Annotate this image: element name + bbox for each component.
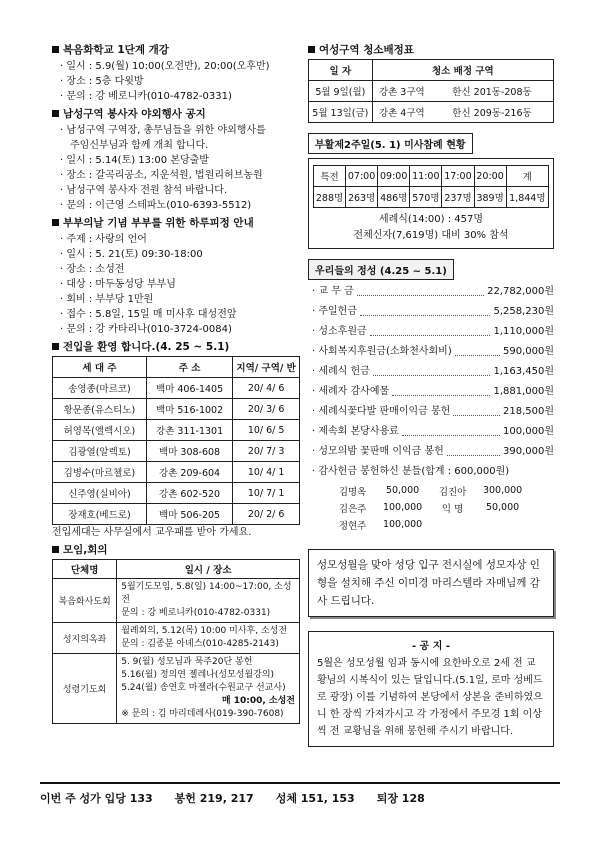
column-header: 세 대 주 [53, 357, 147, 378]
table-row [53, 399, 300, 420]
offering-label: · 교 무 금 [312, 286, 354, 297]
table-cell: 백마 308-608 [146, 441, 232, 462]
men-service-section [52, 106, 300, 213]
table-row [53, 462, 300, 483]
table-cell: 강촌 209-604 [146, 462, 232, 483]
group-name: 복음화사도회 [53, 579, 117, 623]
info-line: · 남성구역 구역장, 총무님들을 위한 야외행사를 [60, 125, 266, 136]
meeting-line: 5.24(월) 송연호 마젤라(수원교구 선교사) [121, 683, 286, 693]
statue-thanks-box: 성모성월을 맞아 성당 입구 전시실에 성모자상 인형을 설치해 주신 이미경 마리스텔라 자매님께 감사 드립니다. [308, 549, 554, 617]
table-cell: 389명 [474, 187, 506, 208]
section-title: 부부의날 기념 부부를 위한 하루피정 안내 [63, 217, 254, 229]
donor-name: 김명옥 [338, 486, 367, 498]
column-header: 09:00 [378, 166, 410, 187]
offering-amount: 100,000원 [502, 426, 554, 437]
offering-label: · 주일헌금 [312, 306, 357, 317]
info-line: · 문의 : 강 카타리나(010-3724-0084) [60, 324, 232, 335]
info-line: · 장소 : 소성전 [60, 264, 125, 275]
donor-name: 익 명 [441, 503, 464, 515]
offering-label: · 세례식 헌금 [312, 366, 370, 377]
table-cell: 한신 201동-208동 [431, 81, 554, 102]
donor-name: 정현주 [338, 520, 367, 532]
table-row [332, 499, 532, 516]
table-cell: 신주영(실비아) [53, 483, 147, 504]
table-cell: 허영목(엘렉시오) [53, 420, 147, 441]
table-cell: 장재호(베드로) [53, 504, 147, 525]
meeting-line: 문의 : 강 베로니카(010-4782-0331) [121, 608, 271, 618]
meeting-line: 5월기도모임, 5.8(일) 14:00~17:00, 소성전 [121, 582, 292, 605]
table-cell: 강촌 4구역 [372, 102, 431, 123]
square-bullet-icon [52, 110, 59, 117]
newcomers-section [52, 339, 300, 540]
column-header: 07:00 [346, 166, 378, 187]
table-row [309, 81, 554, 102]
column-header: 계 [506, 166, 548, 187]
offering-row [312, 342, 554, 362]
right-column [308, 40, 554, 747]
table-row [314, 187, 549, 208]
offering-label: · 사회복지후원금(소화천사회비) [312, 346, 452, 357]
table-cell: 20/ 7/ 3 [233, 441, 300, 462]
offering-row [312, 422, 554, 442]
table-row [332, 482, 532, 499]
table-cell: 10/ 4/ 1 [233, 462, 300, 483]
hymn-entrance: 이번 주 성가 입당 133 [40, 792, 153, 805]
table-row [53, 441, 300, 462]
donors-table [332, 482, 532, 533]
offering-row [312, 382, 554, 402]
table-row [309, 102, 554, 123]
offering-row [312, 322, 554, 342]
table-cell: 한신 209동-216동 [431, 102, 554, 123]
table-cell: 486명 [378, 187, 410, 208]
column-header: 일 자 [309, 60, 373, 81]
info-line: · 일시 : 5.14(토) 13:00 본당출발 [60, 155, 209, 166]
offerings-section [308, 259, 554, 533]
offering-label: · 성소후원금 [312, 326, 367, 337]
table-cell: 10/ 7/ 1 [233, 483, 300, 504]
offering-label: · 제속회 본당사용료 [312, 426, 399, 437]
offering-amount: 1,163,450원 [493, 366, 554, 377]
table-cell: 570명 [410, 187, 442, 208]
info-line: · 문의 : 강 베로니카(010-4782-0331) [60, 91, 232, 102]
table-cell: 백마 406-1405 [146, 378, 232, 399]
section-title: 복음화학교 1단계 개강 [63, 44, 169, 56]
offering-amount: 5,258,230원 [493, 306, 554, 317]
meeting-line: 5.16(월) 정의연 젤레나(성모성월강의) [121, 670, 275, 680]
meeting-line: 월례회의, 5.12(목) 10:00 미사후, 소성전 [121, 626, 288, 636]
offering-row [312, 402, 554, 422]
info-line: · 주제 : 사랑의 언어 [60, 234, 147, 245]
square-bullet-icon [52, 46, 59, 53]
hymn-recessional: 퇴장 128 [376, 792, 425, 805]
donor-amount: 100,000 [382, 519, 423, 530]
table-cell: 288명 [314, 187, 346, 208]
table-row [53, 579, 300, 623]
column-header: 일시 / 장소 [117, 560, 300, 579]
square-bullet-icon [52, 546, 59, 553]
donor-amount: 300,000 [482, 485, 523, 496]
donor-amount: 50,000 [485, 502, 520, 513]
mass-note: 세례식(14:00) : 457명 [378, 214, 484, 225]
group-name: 성지의옥좌 [53, 623, 117, 654]
meeting-line: 매 10:00, 소성전 [221, 696, 295, 706]
mass-section [308, 133, 554, 249]
section-title: 남성구역 봉사자 야외행사 공지 [63, 108, 206, 120]
section-title: 전입을 환영 합니다.(4. 25 ~ 5.1) [63, 341, 230, 353]
info-line: · 일시 : 5. 21(토) 09:30-18:00 [60, 249, 203, 260]
table-cell: 송영종(마르코) [53, 378, 147, 399]
couple-day-section [52, 215, 300, 337]
donor-name: 김은주 [338, 503, 367, 515]
donor-amount: 50,000 [385, 485, 420, 496]
table-cell: 10/ 6/ 5 [233, 420, 300, 441]
square-bullet-icon [52, 219, 59, 226]
mass-note: 전체신자(7,619명) 대비 30% 참석 [353, 230, 509, 241]
cleaning-section [308, 42, 554, 123]
hymn-offertory: 봉헌 219, 217 [174, 792, 254, 805]
table-row [53, 654, 300, 724]
newcomers-table [52, 356, 300, 525]
info-line: · 접수 : 5.8일, 15일 매 미사후 대성전앞 [60, 309, 237, 320]
column-header: 특전 [314, 166, 346, 187]
gospel-school-section [52, 42, 300, 104]
offering-amount: 22,782,000원 [487, 286, 554, 297]
table-cell: 20/ 4/ 6 [233, 378, 300, 399]
offering-amount: 1,881,000원 [493, 386, 554, 397]
table-cell: 백마 516-1002 [146, 399, 232, 420]
info-line: · 대상 : 마두동성당 부부님 [60, 279, 176, 290]
meeting-line: ※ 문의 : 김 마리데레사(019-390-7608) [121, 709, 284, 719]
notice-text: 5월은 성모성월 임과 동시에 요한바오로 2세 전 교황님의 시복식이 있는 달입니다.(5.1일, 로마 성베드로 광장) 이를 기념하여 본당에서 상본을 준비하였으니 한 장씩 가져가시고 각 가정에서 주모경 1회 이상씩 전 교황님을 위해 봉헌해 주시기 바랍니다. [317, 658, 543, 737]
offering-amount: 590,000원 [502, 346, 554, 357]
offering-row [312, 442, 554, 462]
info-line: · 일시 : 5.9(월) 10:00(오전반), 20:00(오후반) [60, 61, 270, 72]
section-title: 여성구역 청소배정표 [319, 44, 414, 56]
info-line: · 회비 : 부부당 1만원 [60, 294, 154, 305]
table-cell: 20/ 2/ 6 [233, 504, 300, 525]
offering-amount: 218,500원 [502, 406, 554, 417]
donor-amount: 100,000 [382, 502, 423, 513]
section-title: 우리들의 정성 (4.25 ~ 5.1) [308, 259, 454, 280]
table-cell: 5월 13일(금) [309, 102, 373, 123]
info-line: · 문의 : 이근영 스테파노(010-6393-5512) [60, 200, 252, 211]
donor-name [432, 516, 473, 533]
hymn-footer [40, 782, 560, 806]
meeting-line: 문의 : 김종분 아녜스(010-4285-2143) [121, 639, 279, 649]
info-line: · 장소 : 갈곡리공소, 지운석원, 법원리허브농원 [60, 170, 263, 181]
column-header: 지역/ 구역/ 반 [233, 357, 300, 378]
notice-title: - 공 지 - [411, 641, 451, 652]
column-header: 청소 배정 구역 [372, 60, 553, 81]
newcomers-note: 전입세대는 사무실에서 교우패를 받아 가세요. [52, 527, 252, 538]
table-row [53, 504, 300, 525]
square-bullet-icon [52, 343, 59, 350]
square-bullet-icon [308, 46, 315, 53]
offering-row [312, 362, 554, 382]
hymn-communion: 성체 151, 153 [275, 792, 355, 805]
column-header: 20:00 [474, 166, 506, 187]
offering-amount: 1,110,000원 [493, 326, 554, 337]
meeting-line: 5. 9(월) 성모님과 묵주20단 봉헌 [121, 657, 253, 667]
table-cell: 강촌 311-1301 [146, 420, 232, 441]
meetings-table [52, 559, 300, 724]
offering-row [312, 282, 554, 302]
mass-table [313, 165, 549, 208]
table-cell: 김병수(마르첼로) [53, 462, 147, 483]
thanks-title: · 감사헌금 봉헌하신 분들(합계 : 600,000원) [312, 466, 510, 477]
table-row [53, 483, 300, 504]
table-row [53, 420, 300, 441]
column-header: 단체명 [53, 560, 117, 579]
section-title: 모임,회의 [63, 544, 108, 556]
table-row [53, 623, 300, 654]
table-cell: 강촌 3구역 [372, 81, 431, 102]
notice-box [308, 631, 554, 747]
table-row [332, 516, 532, 533]
offering-label: · 세례식꽃다발 판매이익금 봉헌 [312, 406, 451, 417]
donor-amount [473, 516, 532, 533]
offering-label: · 세례자 감사예물 [312, 386, 390, 397]
left-column [52, 40, 300, 724]
offering-row [312, 302, 554, 322]
column-header: 17:00 [442, 166, 474, 187]
column-header: 주 소 [146, 357, 232, 378]
mass-box [308, 158, 554, 249]
group-name: 성령기도회 [53, 654, 117, 724]
offering-label: · 성모의밤 꽃판매 이익금 봉헌 [312, 446, 444, 457]
info-line: 주임신부님과 함께 개최 합니다. [70, 140, 209, 151]
table-cell: 백마 506-205 [146, 504, 232, 525]
table-row [53, 378, 300, 399]
info-line: · 남성구역 봉사자 전원 참석 바랍니다. [60, 185, 228, 196]
section-title: 부활제2주일(5. 1) 미사참례 현황 [308, 133, 473, 154]
table-cell: 20/ 3/ 6 [233, 399, 300, 420]
table-cell: 김광열(알렉토) [53, 441, 147, 462]
info-line: · 장소 : 5층 다윗방 [60, 76, 144, 87]
table-cell: 황문종(유스티노) [53, 399, 147, 420]
table-cell: 263명 [346, 187, 378, 208]
cleaning-table [308, 59, 554, 123]
table-cell: 5월 9일(월) [309, 81, 373, 102]
donor-name: 김진아 [438, 486, 467, 498]
column-header: 11:00 [410, 166, 442, 187]
table-cell: 강촌 602-520 [146, 483, 232, 504]
meetings-section [52, 542, 300, 724]
table-cell: 237명 [442, 187, 474, 208]
table-cell: 1,844명 [506, 187, 548, 208]
offering-amount: 390,000원 [502, 446, 554, 457]
